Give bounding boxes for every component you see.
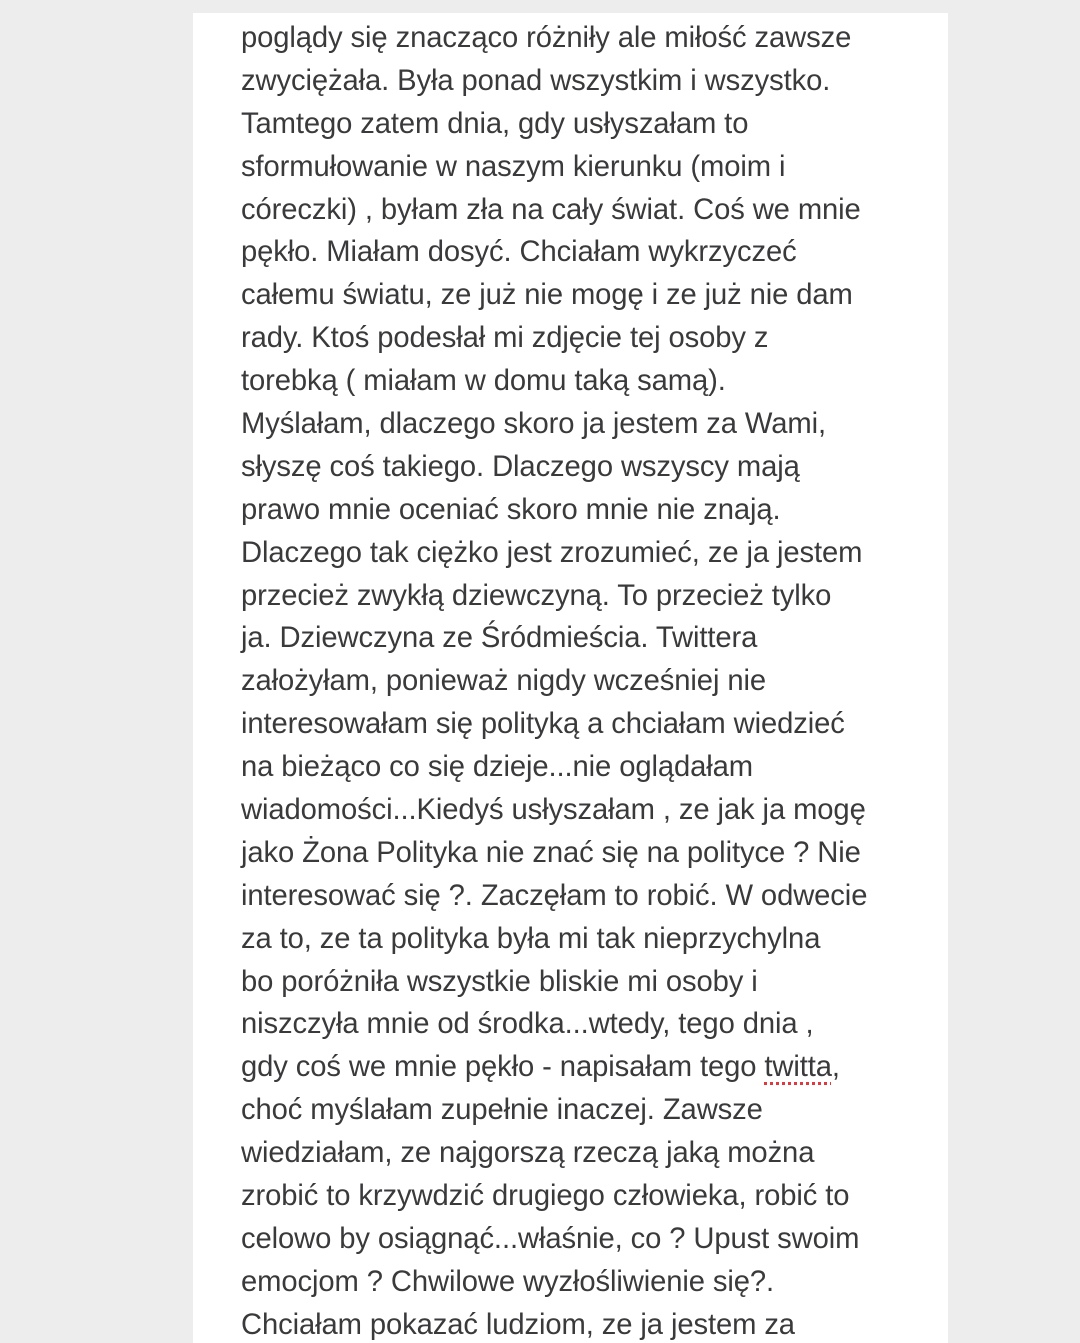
text-line-25-end: , bbox=[831, 1051, 840, 1084]
text-line-19: wiadomości...Kiedyś usłyszałam , ze jak ja mogę bbox=[241, 794, 866, 827]
text-line-28: zrobić to krzywdzić drugiego człowieka, robić to bbox=[241, 1180, 850, 1213]
document-page bbox=[193, 13, 948, 1343]
spellcheck-flagged-word[interactable]: twitta bbox=[764, 1051, 832, 1084]
text-line-5: córeczki) , byłam zła na cały świat. Coś we mnie bbox=[241, 193, 861, 226]
text-line-2: zwyciężała. Była ponad wszystkim i wszystko. bbox=[241, 64, 831, 97]
text-line-23: bo poróżniła wszystkie bliskie mi osoby i bbox=[241, 965, 758, 998]
text-line-18: na bieżąco co się dzieje...nie oglądałam bbox=[241, 751, 753, 784]
text-line-25 bbox=[241, 1046, 941, 1089]
text-line-1: poglądy się znacząco różniły ale miłość zawsze bbox=[241, 22, 852, 54]
text-line-30: emocjom ? Chwilowe wyzłośliwienie się?. bbox=[241, 1265, 775, 1298]
text-line-8: rady. Ktoś podesłał mi zdjęcie tej osoby z bbox=[241, 322, 769, 355]
text-line-26: choć myślałam zupełnie inaczej. Zawsze bbox=[241, 1094, 763, 1127]
text-line-22: za to, ze ta polityka była mi tak nieprzychylna bbox=[241, 922, 821, 955]
text-line-27: wiedziałam, ze najgorszą rzeczą jaką można bbox=[241, 1137, 815, 1170]
text-line-25-start: gdy coś we mnie pękło - napisałam tego bbox=[241, 1051, 765, 1084]
text-line-21: interesować się ?. Zaczęłam to robić. W odwecie bbox=[241, 879, 868, 912]
document-text bbox=[241, 17, 941, 1343]
text-line-13: Dlaczego tak ciężko jest zrozumieć, ze ja jestem bbox=[241, 536, 863, 569]
text-line-15: ja. Dziewczyna ze Śródmieścia. Twittera bbox=[241, 622, 758, 655]
text-line-3: Tamtego zatem dnia, gdy usłyszałam to bbox=[241, 107, 749, 140]
text-line-9: torebką ( miałam w domu taką samą). bbox=[241, 365, 726, 398]
text-line-11: słyszę coś takiego. Dlaczego wszyscy mają bbox=[241, 450, 800, 483]
text-line-4: sformułowanie w naszym kierunku (moim i bbox=[241, 150, 786, 183]
text-line-20: jako Żona Polityka nie znać się na polityce ? Nie bbox=[241, 836, 861, 869]
text-line-14: przecież zwykłą dziewczyną. To przecież tylko bbox=[241, 579, 832, 612]
text-line-7: całemu światu, ze już nie mogę i ze już nie dam bbox=[241, 279, 853, 312]
text-line-29: celowo by osiągnąć...właśnie, co ? Upust swoim bbox=[241, 1222, 860, 1255]
text-line-24: niszczyła mnie od środka...wtedy, tego dnia , bbox=[241, 1008, 814, 1041]
text-line-16: założyłam, ponieważ nigdy wcześniej nie bbox=[241, 665, 766, 698]
text-line-17: interesowałam się polityką a chciałam wiedzieć bbox=[241, 708, 845, 741]
text-line-31: Chciałam pokazać ludziom, ze ja jestem za bbox=[241, 1308, 795, 1341]
text-line-10: Myślałam, dlaczego skoro ja jestem za Wami, bbox=[241, 408, 827, 441]
text-line-6: pękło. Miałam dosyć. Chciałam wykrzyczeć bbox=[241, 236, 797, 269]
text-line-12: prawo mnie oceniać skoro mnie nie znają. bbox=[241, 493, 781, 526]
